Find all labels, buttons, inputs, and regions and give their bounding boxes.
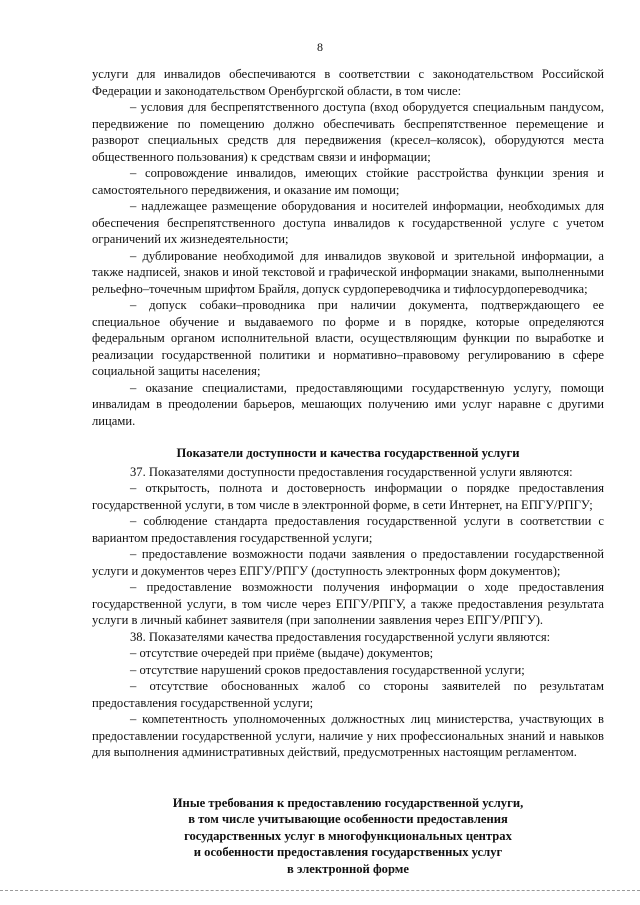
list-item-openness: – открытость, полнота и достоверность информации о порядке предоставления государственной услуги, в том числе в электронной форме, в сети Интернет, на ЕПГУ/РПГУ; [92, 481, 604, 512]
paragraph-intro: услуги для инвалидов обеспечиваются в соответствии с законодательством Российской Федерации и законодательством Оренбургской области, в том числе: [92, 67, 604, 98]
list-item-competence: – компетентность уполномоченных должностных лиц министерства, участвующих в предоставлении государственной услуги, наличие у них профессиональных знаний и навыков для выполнения административных действий, предусмотренных настоящим регламентом. [92, 712, 604, 759]
footer-divider [0, 890, 640, 892]
list-item-equipment: – надлежащее размещение оборудования и носителей информации, необходимых для обеспечения беспрепятственного доступа инвалидов к государственной услуге с учетом ограничений их жизнедеятельности; [92, 199, 604, 246]
paragraph-38: 38. Показателями качества предоставления государственной услуги являются: [130, 629, 551, 644]
list-item-progress-info: – предоставление возможности получения информации о ходе предоставления государственной услуги, в том числе через ЕПГУ/РПГУ, а также предоставления результата услуги в личный кабинет заявителя (при заполнении заявления через ЕПГУ/РПГУ). [92, 580, 604, 627]
list-item-escort: – сопровождение инвалидов, имеющих стойкие расстройства функции зрения и самостоятельного передвижения, и оказание им помощи; [92, 166, 604, 197]
heading-line: государственных услуг в многофункциональных центрах [184, 828, 512, 843]
list-item-access-conditions: – условия для беспрепятственного доступа (вход оборудуется специальным пандусом, передвижение по помещению должно обеспечивать беспрепятственное перемещение и разворот специальных средств для передвижения (кресел–колясок), оборудуются места общественного пользования) к средствам связи и информации; [92, 100, 604, 164]
section-heading-accessibility: Показатели доступности и качества государственной услуги [176, 446, 520, 460]
list-item-braille: – дублирование необходимой для инвалидов звуковой и зрительной информации, а также надписей, знаков и иной текстовой и графической информации знаками, выполненными рельефно–точечным шрифтом Брайля, допуск сурдопереводчика и тифлосурдопереводчика; [92, 248, 604, 296]
heading-line: и особенности предоставления государственных услуг [193, 845, 503, 859]
list-item-standard: – соблюдение стандарта предоставления государственной услуги в соответствии с вариантом предоставления государственной услуги; [92, 514, 604, 545]
list-item-no-complaints: – отсутствие обоснованных жалоб со стороны заявителей по результатам предоставления государственной услуги; [92, 679, 604, 710]
list-item-no-delays: – отсутствие нарушений сроков предоставления государственной услуги; [130, 662, 525, 677]
list-item-guide-dog: – допуск собаки–проводника при наличии документа, подтверждающего ее специальное обучение и выдаваемого по форме и в порядке, которые определяются федеральным органом исполнительной власти, осуществляющим функции по выработке и реализации государственной политики и нормативно–правовому регулированию в сфере социальной защиты населения; [92, 298, 604, 378]
heading-line: в электронной форме [287, 861, 409, 876]
list-item-submission: – предоставление возможности подачи заявления о предоставлении государственной услуги и документов через ЕПГУ/РПГУ (доступность электронных форм документов); [92, 547, 604, 578]
section-heading-other-requirements [92, 795, 604, 878]
heading-line: в том числе учитывающие особенности предоставления [188, 812, 508, 826]
document-body [92, 66, 604, 877]
list-item-assistance: – оказание специалистами, предоставляющими государственную услугу, помощи инвалидам в преодолении барьеров, мешающих получению ими услуг наравне с другими лицами. [92, 380, 604, 428]
heading-line: Иные требования к предоставлению государственной услуги, [172, 795, 524, 810]
list-item-no-queues: – отсутствие очередей при приёме (выдаче) документов; [130, 646, 434, 660]
page-number: 8 [317, 40, 323, 54]
paragraph-37: 37. Показателями доступности предоставления государственной услуги являются: [130, 464, 573, 479]
